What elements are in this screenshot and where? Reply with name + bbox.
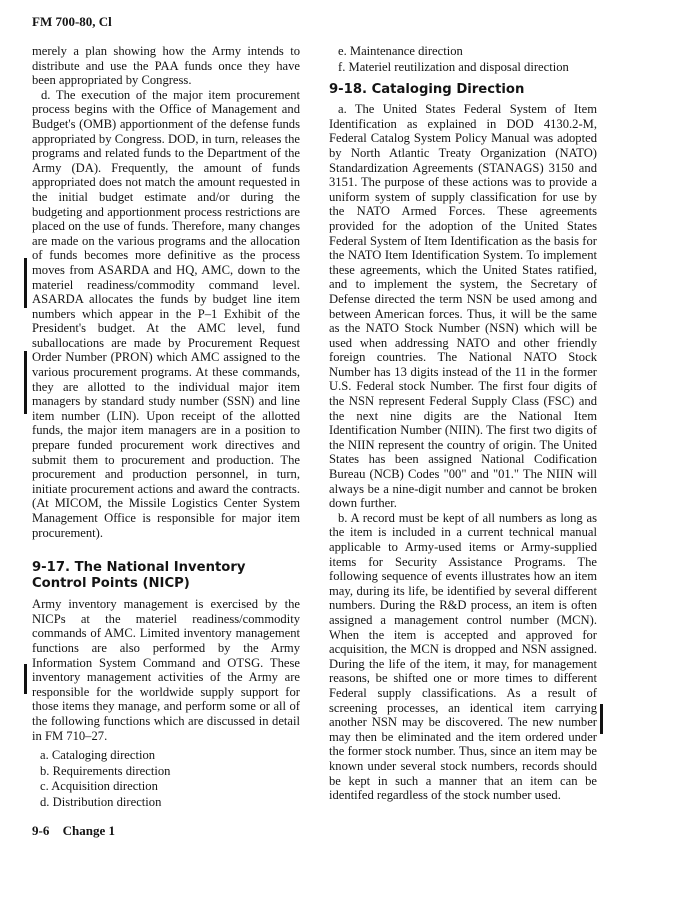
paragraph-continued: merely a plan showing how the Army intends to distribute and use the PAA funds once they have been appropriated by Congress. xyxy=(32,44,300,88)
page-footer xyxy=(32,823,125,839)
change-bar xyxy=(24,664,27,694)
section-heading-9-18: 9-18. Cataloging Direction xyxy=(329,82,525,98)
page-number: 9-6 xyxy=(32,823,50,838)
list-item: e. Maintenance direction xyxy=(338,44,463,58)
list-item: b. Requirements direction xyxy=(40,763,171,778)
right-column xyxy=(329,44,597,803)
document-code: FM 700-80, Cl xyxy=(32,14,112,29)
paragraph-nicp: Army inventory management is exercised by the NICPs at the materiel readiness/commodity commands of AMC. Limited inventory management functions are also performed by the Army Information System Command and OTSG. These inventory management activities of the Army are responsible for the worldwide supply support for those items they manage, and perform some or all of the following functions which are discussed in detail in FM 710–27. xyxy=(32,597,300,743)
paragraph-b: b. A record must be kept of all numbers as long as the item is included in a current technical manual applicable to Army-used items or Army-supplied items for Security Assistance Programs. The following sequence of events illustrates how an item may, during its life, be identified by several different numbers. During the R&D process, an item is often assigned a management control number (MCN). When the item is accepted and approved for acquisition, the MCN is dropped and NSN assigned. During the life of the item, it may, for management reasons, be shifted one or more times to different Federal supply classifications. As a result of screening processes, an identical item carrying another NSN may be discovered. The new number may then be eliminated and the item ordered under the former stock number. Thus, since an item may be known under several stock numbers, records should be kept in such a manner that an item can be identifed regardless of the stock number used. xyxy=(329,510,597,803)
list-item: d. Distribution direction xyxy=(40,794,162,809)
left-column xyxy=(32,44,300,811)
function-list-continued xyxy=(329,44,597,75)
change-bar xyxy=(24,258,27,308)
list-item: a. Cataloging direction xyxy=(40,748,156,763)
change-label: Change 1 xyxy=(62,823,115,838)
list-item: c. Acquisition direction xyxy=(40,779,158,794)
change-bar xyxy=(24,351,27,414)
function-list xyxy=(32,748,300,810)
paragraph-d: d. The execution of the major item procurement process begins with the Office of Management and Budget's (OMB) apportionment of the defense funds appropriated by Congress. DOD, in turn, releases the programs and related funds to the Department of the Army (DA). Frequently, the amount of funds appropriated does not match the amount requested in the initial budget estimate and/or during the budgeting and apportionment process restrictions are placed on the use of funds. Therefore, many changes are made on the various programs and the allocation of funds becomes more definitive as the process moves from ASARDA and HQ, AMC, down to the materiel readiness/commodity command level. ASARDA allocates the funds by budget line item numbers which appear in the P–1 Exhibit of the President's budget. At the AMC level, fund suballocations are made by Procurement Request Order Number (PRON) which AMC assigned to the various procurement programs. At these commands, they are allotted to the individual major item managers by standard study number (SSN) and line item number (LIN). Upon receipt of the allotted funds, the major item managers are in a position to prepare funded procurement work directives and submit them to procurement and production. The procurement and production personnel, in turn, initiate procurement actions and award the contracts. (At MICOM, the Missile Logistics Center System Management Office is responsible for major item procurement). xyxy=(32,87,300,540)
list-item: f. Materiel reutilization and disposal direction xyxy=(338,59,569,74)
paragraph-a: a. The United States Federal System of Item Identification as explained in DOD 4130.2-M, Federal Catalog System Policy Manual was adopted by North Atlantic Treaty Organization (NATO) Standardization Agreements (STANAGS) 3150 and 3151. The purpose of these actions was to provide a uniform system of supply classification for use by the NATO Armed Forces. These agreements provided for the adoption of the United States Federal System of Item Identification as the basis for the NATO Item Identification System. To implement these agreements, which the United States ratified, and to implement the system, the Secretary of Defense directed the term NSN be used among and between American forces. Thus, it will be the same as the NATO Stock Number (NSN) which will be used when addressing NATO and other friendly foreign countries. The National NATO Stock Number has 13 digits instead of the 11 in the former U.S. Federal stock Number. The first four digits of the NSN represent Federal Supply Class (FSC) and the next nine digits are the National Item Identification Number (NIIN). The first two digits of the NIIN represent the country of origin. The United States has been assigned National Codification Bureau (NCB) Codes "00" and "01." The NIIN will always be a nine-digit number and cannot be broken down further. xyxy=(329,102,597,511)
change-bar xyxy=(600,704,603,734)
section-heading-9-17: 9-17. The National Inventory Control Points (NICP) xyxy=(32,560,246,592)
